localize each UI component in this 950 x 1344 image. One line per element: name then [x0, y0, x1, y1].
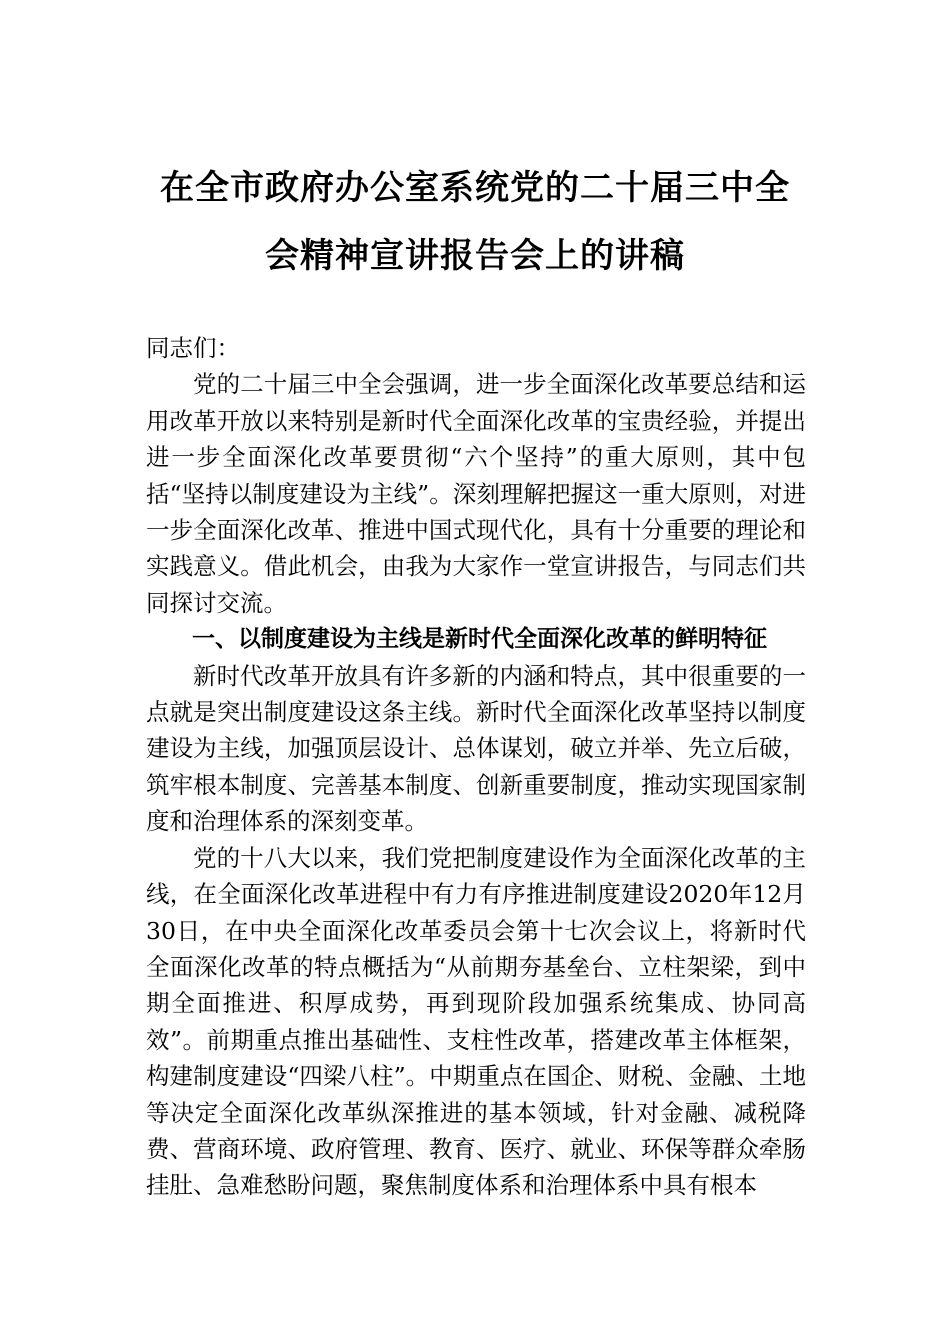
paragraph-intro: 党的二十届三中全会强调，进一步全面深化改革要总结和运用改革开放以来特别是新时代全面深化改革的宝贵经验，并提出进一步全面深化改革要贯彻“六个坚持”的重大原则，其中包括“坚持以制度建设为主线”。深刻理解把握这一重大原则，对进一步全面深化改革、推进中国式现代化，具有十分重要的理论和实践意义。借此机会，由我为大家作一堂宣讲报告，与同志们共同探讨交流。 — [146, 370, 806, 617]
greeting: 同志们： — [146, 334, 240, 362]
paragraph-section1-2: 党的十八大以来，我们党把制度建设作为全面深化改革的主线，在全面深化改革进程中有力有序推进制度建设2020年12月30日，在中央全面深化改革委员会第十七次会议上，将新时代全面深化改革的特点概括为“从前期夯基垒台、立柱架梁，到中期全面推进、积厚成势，再到现阶段加强系统集成、协同高效”。前期重点推出基础性、支柱性改革，搭建改革主体框架，构建制度建设“四梁八柱”。中期重点在国企、财税、金融、土地等决定全面深化改革纵深推进的基本领域，针对金融、减税降费、营商环境、政府管理、教育、医疗、就业、环保等群众牵肠挂肚、急难愁盼问题，聚焦制度体系和治理体系中具有根本 — [146, 843, 806, 1200]
section-heading-1: 一、以制度建设为主线是新时代全面深化改革的鲜明特征 — [192, 626, 767, 653]
document-title-line-2: 会精神宣讲报告会上的讲稿 — [265, 236, 685, 276]
paragraph-section1-1: 新时代改革开放具有许多新的内涵和特点，其中很重要的一点就是突出制度建设这条主线。新时代全面深化改革坚持以制度建设为主线，加强顶层设计、总体谋划，破立并举、先立后破，筑牢根本制度、完善基本制度、创新重要制度，推动实现国家制度和治理体系的深刻变革。 — [146, 661, 806, 836]
document-title-line-1: 在全市政府办公室系统党的二十届三中全 — [160, 168, 790, 208]
document-body — [146, 330, 806, 1204]
